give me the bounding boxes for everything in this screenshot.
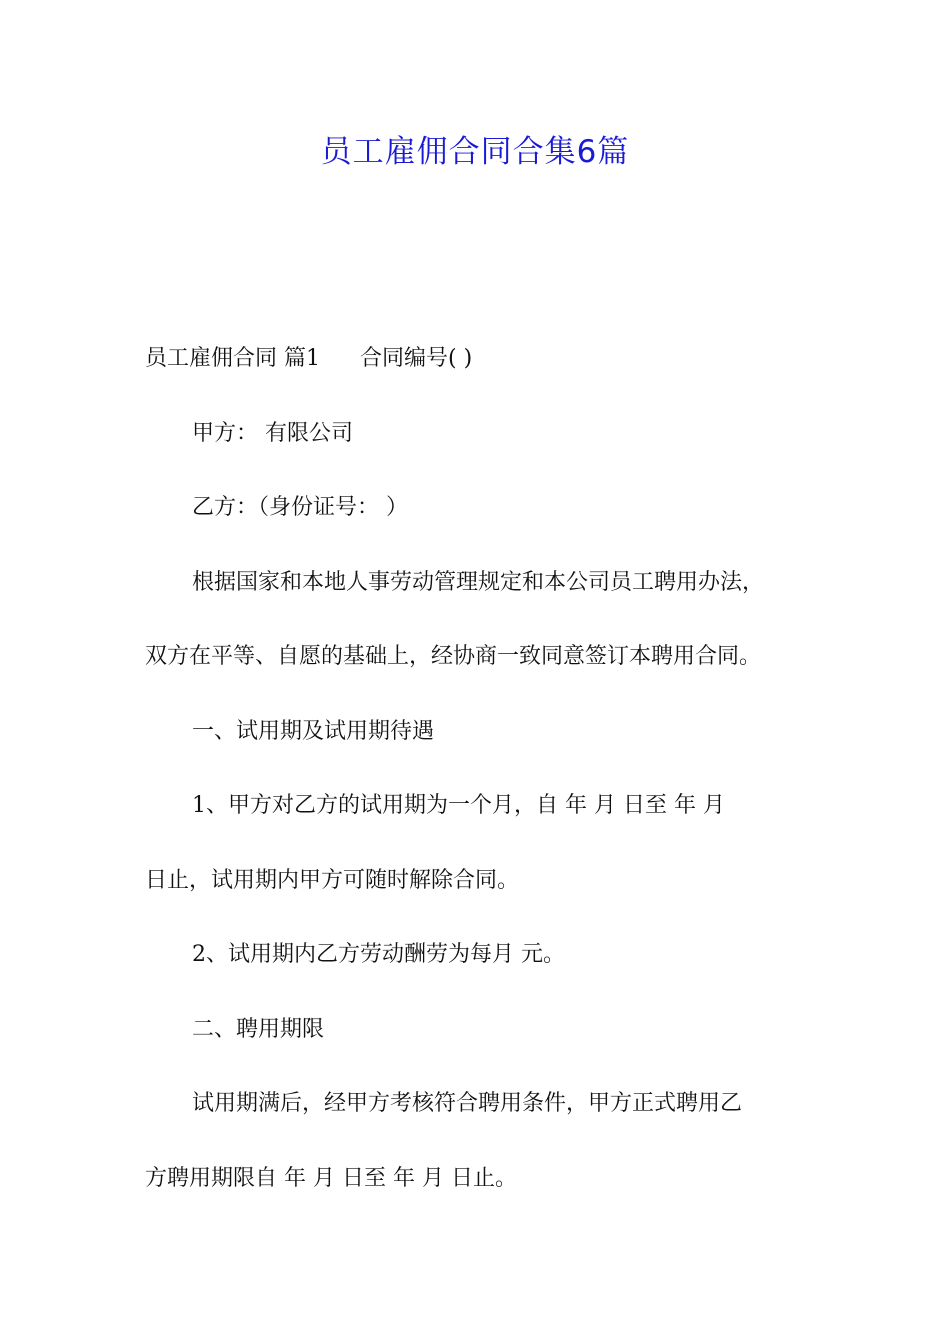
document-title: 员工雇佣合同合集6篇: [320, 134, 630, 170]
paragraph-line: 根据国家和本地人事劳动管理规定和本公司员工聘用办法，: [192, 569, 765, 595]
paragraph-line: 双方在平等、自愿的基础上，经协商一致同意签订本聘用合同。: [145, 644, 762, 669]
party-b-line: 乙方：（身份证号： ）: [192, 495, 408, 520]
paragraph-line: 方聘用期限自 年 月 日至 年 月 日止。: [145, 1165, 517, 1191]
contract-number: 合同编号( ): [360, 346, 473, 371]
party-a-line: 甲方： 有限公司: [192, 420, 353, 446]
contract-name: 员工雇佣合同 篇1: [145, 346, 320, 371]
paragraph-line: 试用期满后，经甲方考核符合聘用条件，甲方正式聘用乙: [192, 1091, 743, 1116]
section-heading: 二、聘用期限: [192, 1016, 325, 1042]
contract-header-line: [145, 333, 835, 408]
section-heading: 一、试用期及试用期待遇: [192, 718, 435, 744]
document-body: [145, 333, 835, 1227]
paragraph-line: 2、试用期内乙方劳动酬劳为每月 元。: [192, 942, 565, 967]
paragraph-line: 日止，试用期内甲方可随时解除合同。: [145, 867, 520, 893]
paragraph-line: 1、甲方对乙方的试用期为一个月，自 年 月 日至 年 月: [192, 793, 725, 818]
